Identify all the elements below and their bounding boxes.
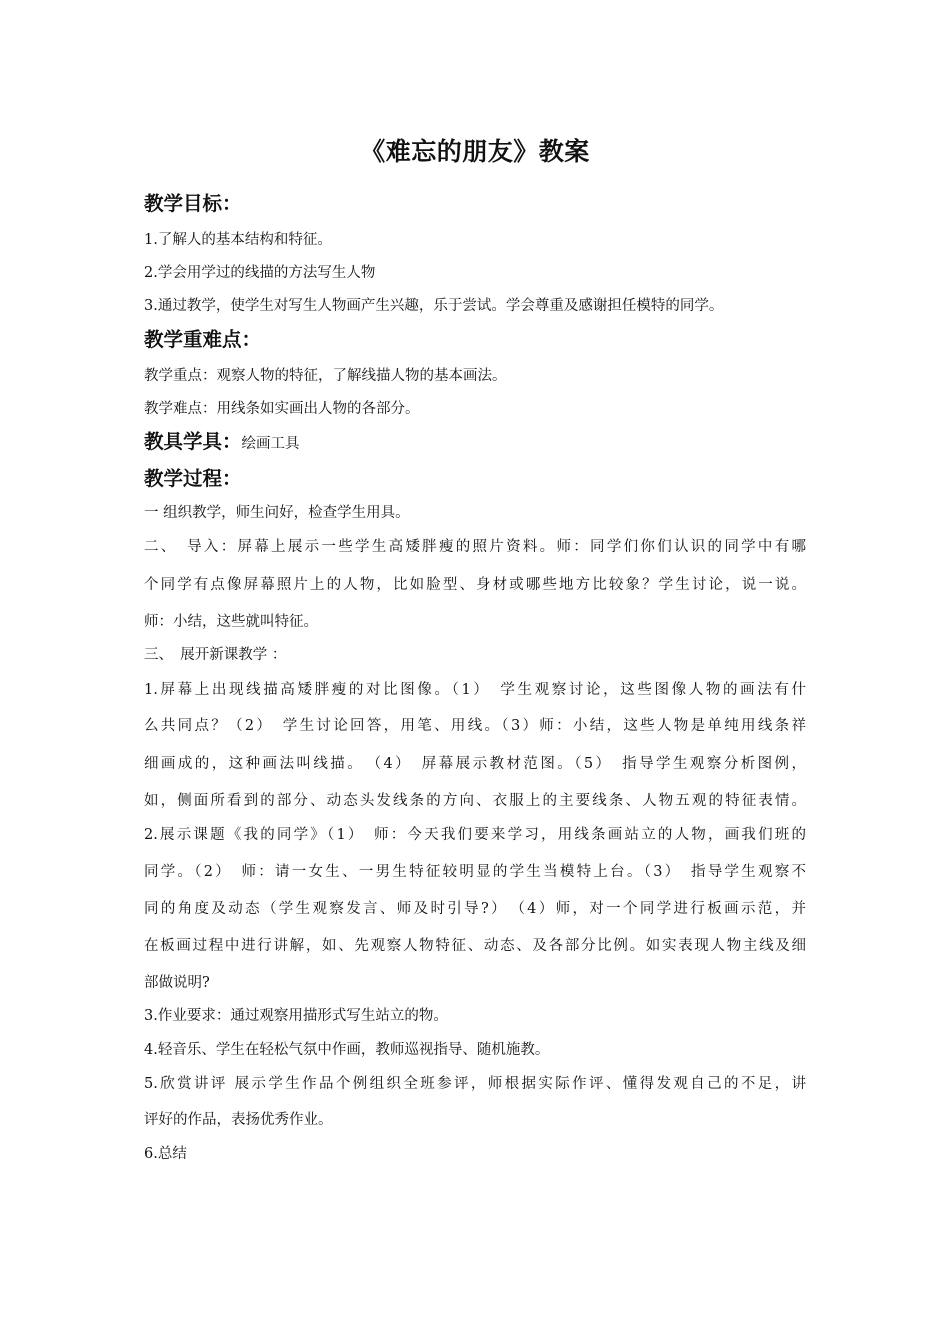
process-line: 二、 导入：屏幕上展示一些学生高矮胖瘦的照片资料。师：同学们你们认识的同学中有哪 bbox=[144, 539, 806, 555]
process-line: 师：小结，这些就叫特征。 bbox=[144, 614, 318, 630]
process-line: 2.展示课题《我的同学》（1） 师：今天我们要来学习，用线条画站立的人物，画我们班的 bbox=[144, 827, 806, 843]
tools-value: 绘画工具 bbox=[241, 436, 300, 452]
process-line: 么共同点？（2） 学生讨论回答，用笔、用线。（3）师：小结，这些人物是单纯用线条祥 bbox=[144, 718, 806, 734]
goal-item: 1.了解人的基本结构和特征。 bbox=[144, 232, 332, 248]
process-line: 6.总结 bbox=[144, 1146, 187, 1162]
process-line: 在板画过程中进行讲解，如、先观察人物特征、动态、及各部分比例。如实表现人物主线及细 bbox=[144, 938, 806, 954]
section-heading-process: 教学过程： bbox=[144, 467, 242, 490]
key-point-item: 教学难点：用线条如实画出人物的各部分。 bbox=[144, 401, 420, 417]
process-line: 同的角度及动态（学生观察发言、师及时引导?） （4）师，对一个同学进行板画示范，并 bbox=[144, 901, 806, 917]
process-line: 3.作业要求：通过观察用描形式写生站立的物。 bbox=[144, 1008, 448, 1024]
process-line: 一 组织教学，师生问好，检查学生用具。 bbox=[144, 505, 410, 521]
process-line: 个同学有点像屏幕照片上的人物，比如脸型、身材或哪些地方比较象？学生讨论，说一说。 bbox=[144, 577, 806, 593]
key-point-item: 教学重点：观察人物的特征，了解线描人物的基本画法。 bbox=[144, 368, 507, 384]
section-heading-key-points: 教学重难点： bbox=[144, 328, 262, 351]
process-line: 部做说明? bbox=[144, 975, 210, 991]
process-line: 细画成的，这种画法叫线描。 （4） 屏幕展示教材范图。（5） 指导学生观察分析图例， bbox=[144, 756, 806, 772]
goal-item: 3.通过教学，使学生对写生人物画产生兴趣，乐于尝试。学会尊重及感谢担任模特的同学。 bbox=[144, 298, 724, 314]
tools-heading-label: 教具学具： bbox=[144, 430, 242, 453]
process-line: 4.轻音乐、学生在轻松气氛中作画，教师巡视指导、随机施教。 bbox=[144, 1042, 550, 1058]
process-line: 如，侧面所看到的部分、动态头发线条的方向、衣服上的主要线条、人物五观的特征表情。 bbox=[144, 793, 806, 809]
process-line: 同学。（2） 师：请一女生、一男生特征较明显的学生当模特上台。（3） 指导学生观察不 bbox=[144, 864, 806, 880]
section-heading-tools bbox=[144, 426, 300, 454]
process-line: 5.欣赏讲评 展示学生作品个例组织全班参评，师根据实际作评、懂得发观自己的不足，讲 bbox=[144, 1076, 806, 1092]
process-line: 1.屏幕上出现线描高矮胖瘦的对比图像。（1） 学生观察讨论，这些图像人物的画法有什 bbox=[144, 682, 806, 698]
document-title: 《难忘的朋友》教案 bbox=[360, 137, 590, 166]
goal-item: 2.学会用学过的线描的方法写生人物 bbox=[144, 265, 376, 281]
process-line: 三、 展开新课教学 ： bbox=[144, 647, 287, 663]
section-heading-goals: 教学目标： bbox=[144, 192, 242, 215]
process-line: 评好的作品，表扬优秀作业。 bbox=[144, 1112, 333, 1128]
